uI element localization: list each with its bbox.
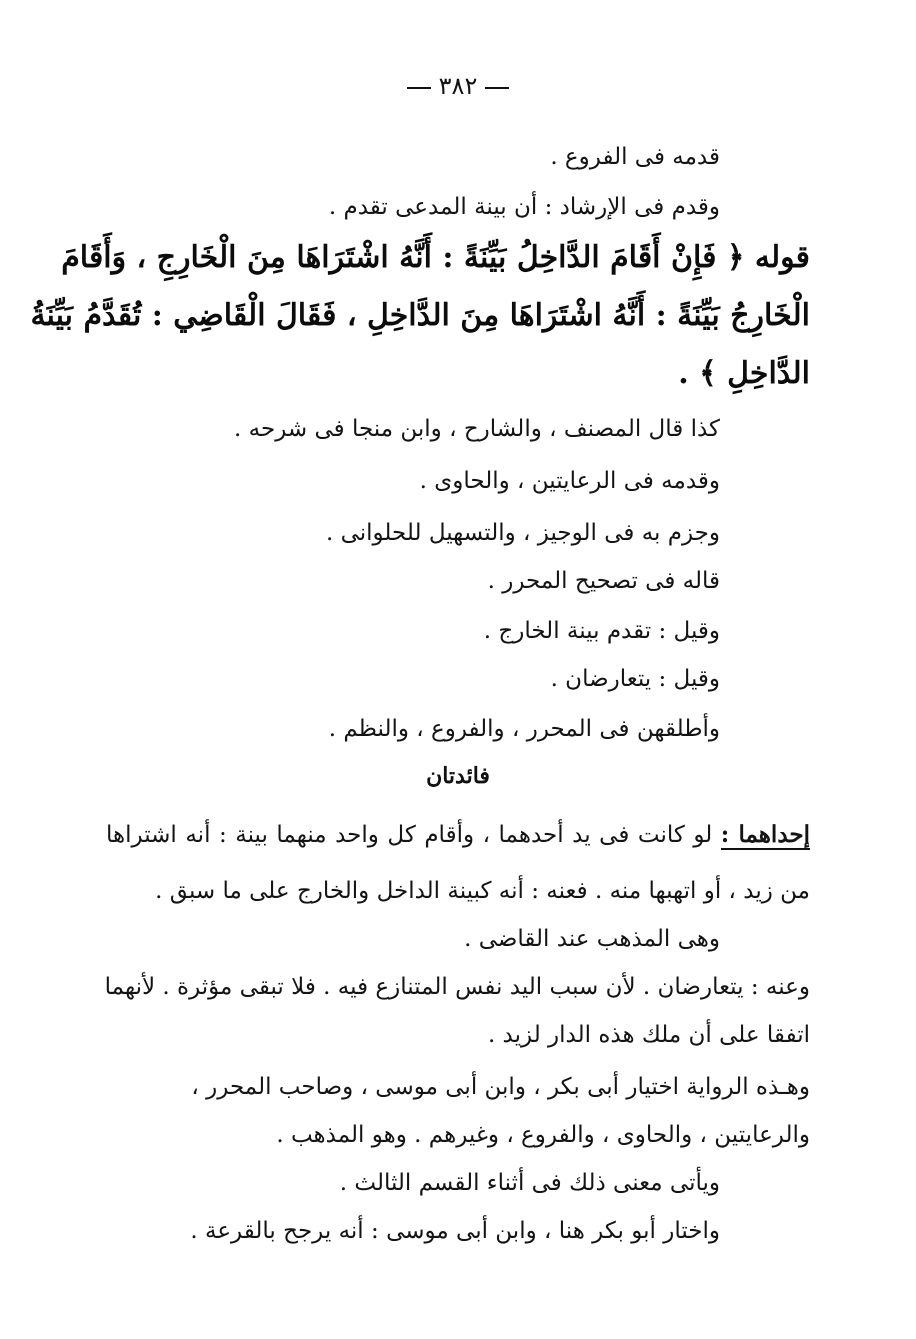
text-line xyxy=(106,818,810,852)
text-line: وقيل : يتعارضان . xyxy=(550,666,720,692)
text-line: والرعايتين ، والحاوى ، والفروع ، وغيرهم . وهو المذهب . xyxy=(276,1122,810,1148)
dash-left xyxy=(485,87,509,89)
text-line: وقدمه فى الرعايتين ، والحاوى . xyxy=(419,468,720,494)
text-line: وهى المذهب عند القاضى . xyxy=(464,926,720,952)
text-line: قاله فى تصحيح المحرر . xyxy=(487,568,720,594)
text-line: قدمه فى الفروع . xyxy=(550,144,720,170)
quoted-matn-line: الْخَارِجُ بَيِّنَةً : أَنَّهُ اشْتَرَاهَا مِنَ الدَّاخِلِ ، فَقَالَ الْقَاضِي : تُقَدَّمُ بَيِّنَةُ xyxy=(30,298,810,333)
page-number xyxy=(0,70,916,102)
text-line: كذا قال المصنف ، والشارح ، وابن منجا فى شرحه . xyxy=(234,416,720,442)
text-line: وقدم فى الإرشاد : أن بينة المدعى تقدم . xyxy=(328,194,720,220)
section-heading: فائدتان xyxy=(426,763,490,789)
text-line: ويأتى معنى ذلك فى أثناء القسم الثالث . xyxy=(339,1170,720,1196)
text-line-body: لو كانت فى يد أحدهما ، وأقام كل واحد منهما بينة : أنه اشتراها xyxy=(106,822,713,848)
text-line: وعنه : يتعارضان . لأن سبب اليد نفس المتنازع فيه . فلا تبقى مؤثرة . لأنهما xyxy=(104,974,810,1000)
text-line: وجزم به فى الوجيز ، والتسهيل للحلوانى . xyxy=(325,520,720,546)
quoted-matn-line: قوله ﴿ فَإِنْ أَقَامَ الدَّاخِلُ بَيِّنَةً : أَنَّهُ اشْتَرَاهَا مِنَ الْخَارِجِ ، وَأَقَامَ xyxy=(61,240,810,275)
text-line: واختار أبو بكر هنا ، وابن أبى موسى : أنه يرجح بالقرعة . xyxy=(190,1218,720,1244)
text-line: وهـذه الرواية اختيار أبى بكر ، وابن أبى موسى ، وصاحب المحرر ، xyxy=(191,1074,810,1100)
quoted-matn-line: الدَّاخِلِ ﴾ . xyxy=(678,356,810,391)
text-line: وأطلقهن فى المحرر ، والفروع ، والنظم . xyxy=(328,716,720,742)
paragraph-lead: إحداهما : xyxy=(720,821,810,848)
text-line: اتفقا على أن ملك هذه الدار لزيد . xyxy=(487,1022,810,1048)
text-line: من زيد ، أو اتهبها منه . فعنه : أنه كبينة الداخل والخارج على ما سبق . xyxy=(155,878,810,904)
dash-right xyxy=(407,87,431,89)
text-line: وقيل : تقدم بينة الخارج . xyxy=(483,618,720,644)
page-number-text: ٣٨٢ xyxy=(438,72,478,100)
